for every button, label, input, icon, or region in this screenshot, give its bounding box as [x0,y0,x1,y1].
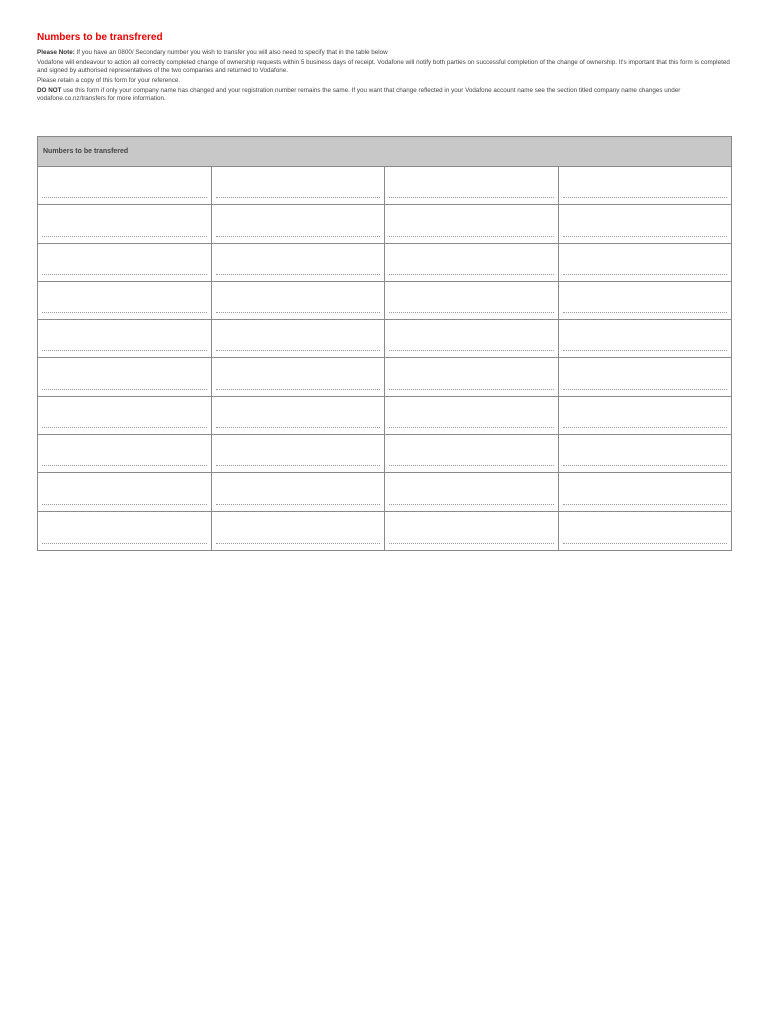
number-entry-field[interactable] [212,167,386,204]
dotted-entry-line [216,197,381,198]
number-entry-field[interactable] [38,244,212,281]
number-entry-field[interactable] [559,282,732,319]
table-row [38,205,731,243]
number-entry-field[interactable] [38,473,212,510]
retain-copy-paragraph: Please retain a copy of this form for your reference. [37,77,181,84]
number-entry-field[interactable] [212,473,386,510]
table-row [38,282,731,320]
please-note-label: Please Note: [37,49,75,56]
dotted-entry-line [563,543,728,544]
please-note-text: If you have an 0800/ Secondary number you wish to transfer you will also need to specify that in the table below [74,49,388,56]
dotted-entry-line [216,389,381,390]
number-entry-field[interactable] [559,435,732,472]
dotted-entry-line [216,543,381,544]
number-entry-field[interactable] [212,320,386,357]
dotted-entry-line [42,504,207,505]
dotted-entry-line [389,236,554,237]
number-entry-field[interactable] [212,358,386,395]
dotted-entry-line [42,274,207,275]
dotted-entry-line [563,427,728,428]
dotted-entry-line [216,274,381,275]
dotted-entry-line [563,274,728,275]
dotted-entry-line [389,197,554,198]
processing-paragraph: Vodafone will endeavour to action all correctly completed change of ownership requests within 5 business days of receipt. Vodafone will notify both parties on successful completion of the change of ownership. It's important that this form is completed and signed by authorised representatives of the two companies and returned to Vodafone. [37,59,730,74]
instructions-section [37,32,733,105]
numbers-table [37,136,732,551]
dotted-entry-line [42,350,207,351]
number-entry-field[interactable] [38,320,212,357]
do-not-paragraph [37,87,733,103]
number-entry-field[interactable] [212,282,386,319]
number-entry-field[interactable] [385,167,559,204]
number-entry-field[interactable] [559,167,732,204]
number-entry-field[interactable] [385,473,559,510]
table-row [38,512,731,550]
please-note-paragraph [37,49,733,57]
table-row [38,320,731,358]
dotted-entry-line [389,427,554,428]
number-entry-field[interactable] [212,397,386,434]
number-entry-field[interactable] [385,358,559,395]
number-entry-field[interactable] [385,435,559,472]
number-entry-field[interactable] [559,205,732,242]
dotted-entry-line [389,504,554,505]
number-entry-field[interactable] [559,473,732,510]
dotted-entry-line [42,236,207,237]
table-body [38,167,731,550]
section-title: Numbers to be transfrered [37,32,163,43]
dotted-entry-line [216,350,381,351]
dotted-entry-line [563,350,728,351]
number-entry-field[interactable] [38,512,212,550]
table-row [38,473,731,511]
table-row [38,167,731,205]
do-not-text: use this form if only your company name has changed and your registration number remains the same. If you want that change reflected in your Vodafone account name see the section titled company name changes under vodafone.co.nz/transfers for more information. [37,87,681,102]
dotted-entry-line [42,312,207,313]
dotted-entry-line [563,197,728,198]
number-entry-field[interactable] [559,320,732,357]
table-row [38,244,731,282]
dotted-entry-line [42,389,207,390]
number-entry-field[interactable] [559,244,732,281]
table-row [38,397,731,435]
dotted-entry-line [389,543,554,544]
dotted-entry-line [389,389,554,390]
table-header: Numbers to be transfered [38,137,731,167]
dotted-entry-line [563,236,728,237]
number-entry-field[interactable] [385,282,559,319]
number-entry-field[interactable] [385,320,559,357]
number-entry-field[interactable] [212,244,386,281]
number-entry-field[interactable] [559,358,732,395]
dotted-entry-line [563,465,728,466]
dotted-entry-line [563,389,728,390]
number-entry-field[interactable] [38,435,212,472]
number-entry-field[interactable] [559,512,732,550]
number-entry-field[interactable] [38,167,212,204]
do-not-label: DO NOT [37,87,62,94]
dotted-entry-line [563,312,728,313]
number-entry-field[interactable] [385,205,559,242]
dotted-entry-line [42,543,207,544]
number-entry-field[interactable] [38,205,212,242]
number-entry-field[interactable] [385,512,559,550]
number-entry-field[interactable] [212,512,386,550]
number-entry-field[interactable] [385,244,559,281]
dotted-entry-line [42,197,207,198]
number-entry-field[interactable] [385,397,559,434]
dotted-entry-line [389,350,554,351]
dotted-entry-line [563,504,728,505]
dotted-entry-line [42,427,207,428]
dotted-entry-line [389,274,554,275]
number-entry-field[interactable] [38,358,212,395]
dotted-entry-line [216,312,381,313]
dotted-entry-line [389,465,554,466]
dotted-entry-line [216,465,381,466]
number-entry-field[interactable] [38,282,212,319]
dotted-entry-line [216,427,381,428]
dotted-entry-line [216,236,381,237]
number-entry-field[interactable] [38,397,212,434]
number-entry-field[interactable] [212,205,386,242]
dotted-entry-line [216,504,381,505]
table-row [38,358,731,396]
dotted-entry-line [389,312,554,313]
number-entry-field[interactable] [212,435,386,472]
dotted-entry-line [42,465,207,466]
number-entry-field[interactable] [559,397,732,434]
table-row [38,435,731,473]
